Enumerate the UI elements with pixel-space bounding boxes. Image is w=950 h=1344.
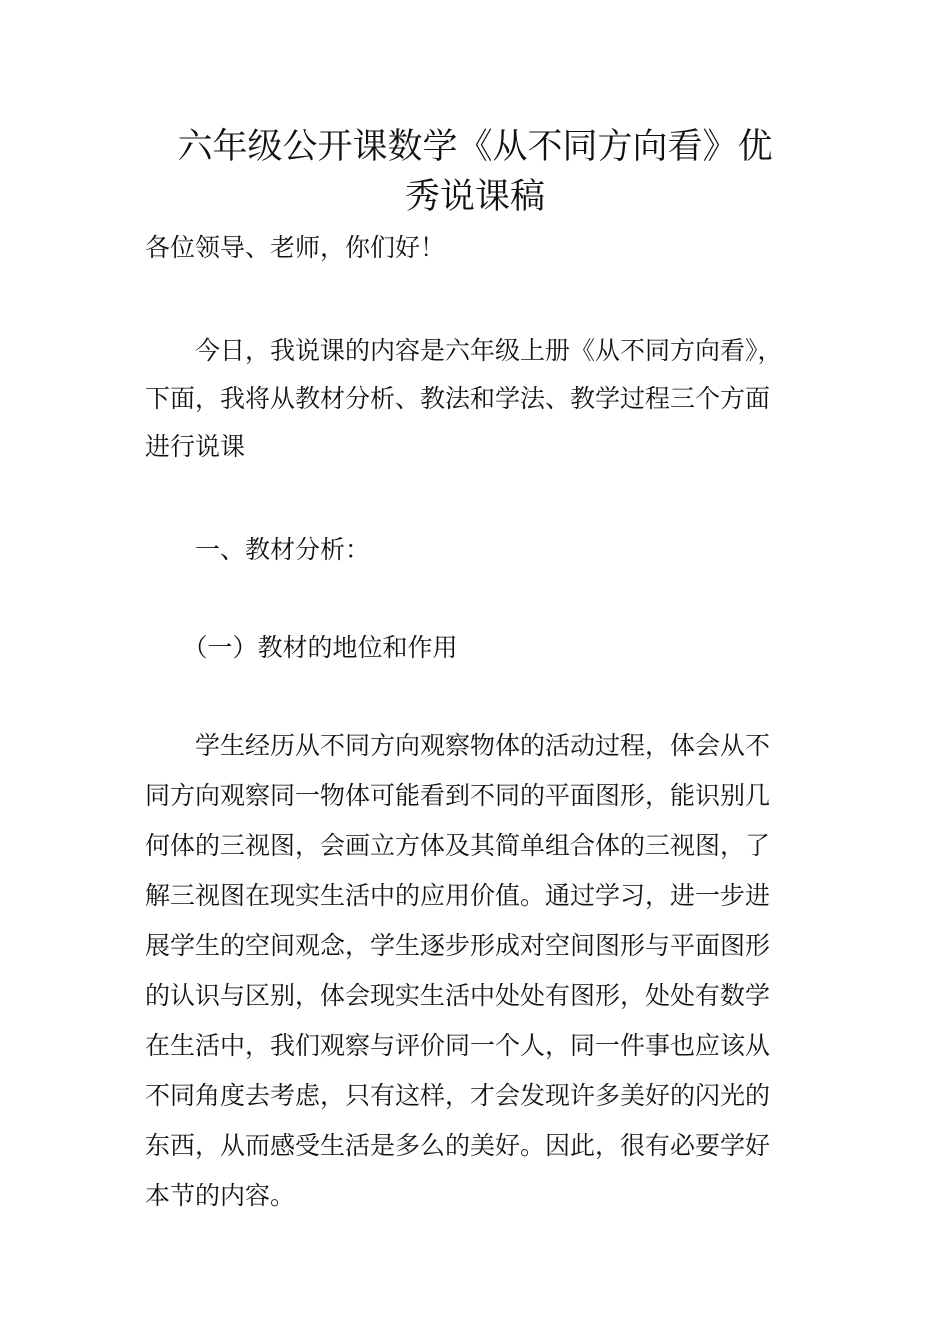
body-line-1: 学生经历从不同方向观察物体的活动过程，体会从不 <box>145 731 771 760</box>
body-line-8: 不同角度去考虑，只有这样，才会发现许多美好的闪光的 <box>145 1081 771 1110</box>
body-line-7: 在生活中，我们观察与评价同一个人，同一件事也应该从 <box>145 1031 771 1060</box>
body-line-10: 本节的内容。 <box>145 1181 296 1210</box>
subsection-heading: （一）教材的地位和作用 <box>145 633 458 662</box>
greeting: 各位领导、老师，你们好！ <box>145 233 446 262</box>
body-line-6: 的认识与区别，体会现实生活中处处有图形，处处有数学 <box>145 981 771 1010</box>
body-line-4: 解三视图在现实生活中的应用价值。通过学习，进一步进 <box>145 881 771 910</box>
body-line-2: 同方向观察同一物体可能看到不同的平面图形，能识别几 <box>145 781 771 810</box>
intro-line-2: 下面，我将从教材分析、教法和学法、教学过程三个方面 <box>145 384 771 413</box>
intro-line-3: 进行说课 <box>145 432 246 461</box>
title-line-1: 六年级公开课数学《从不同方向看》优 <box>177 127 773 167</box>
body-line-9: 东西，从而感受生活是多么的美好。因此，很有必要学好 <box>145 1131 771 1160</box>
section-heading: 一、教材分析： <box>145 535 371 564</box>
intro-line-1: 今日，我说课的内容是六年级上册《从不同方向看》， <box>145 336 783 365</box>
body-line-5: 展学生的空间观念，学生逐步形成对空间图形与平面图形 <box>145 931 771 960</box>
title-line-2: 秀说课稿 <box>404 177 545 217</box>
body-line-3: 何体的三视图，会画立方体及其简单组合体的三视图，了 <box>145 831 771 860</box>
document-title <box>120 122 830 222</box>
